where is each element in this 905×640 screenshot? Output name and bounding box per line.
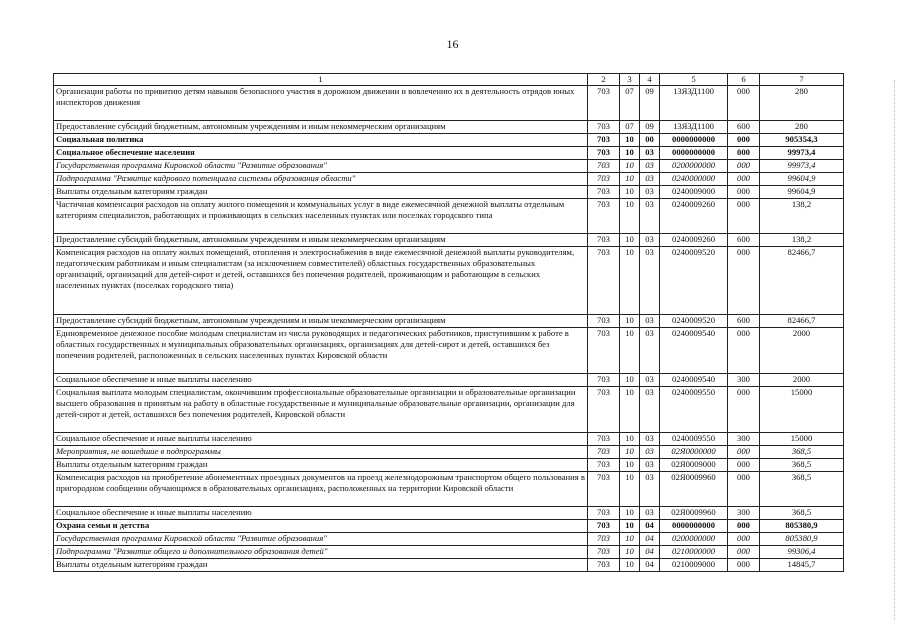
row-target-item-cell: 0240009520 [660,315,728,328]
row-code-cell: 703 [588,533,620,546]
row-expense-type-cell: 000 [728,559,760,572]
row-section-cell: 10 [620,472,640,507]
row-code-cell: 703 [588,559,620,572]
row-section-cell: 10 [620,459,640,472]
row-target-item-cell: 0210000000 [660,546,728,559]
row-target-item-cell: 0240009000 [660,186,728,199]
row-section-cell: 10 [620,315,640,328]
table-row [54,86,844,121]
row-expense-type-cell: 000 [728,86,760,121]
row-section-cell: 10 [620,520,640,533]
row-name-cell: Предоставление субсидий бюджетным, автономным учреждениям и иным некоммерческим организациям [54,315,588,328]
row-target-item-cell: 0240009550 [660,433,728,446]
row-target-item-cell: 0240009540 [660,328,728,374]
row-name-cell: Предоставление субсидий бюджетным, автономным учреждениям и иным некоммерческим организациям [54,121,588,134]
row-subsection-cell: 03 [640,173,660,186]
row-target-item-cell: 0240009520 [660,247,728,315]
row-section-cell: 10 [620,147,640,160]
row-name-cell: Социальная политика [54,134,588,147]
table-row [54,199,844,234]
row-section-cell: 10 [620,160,640,173]
row-amount-cell: 2000 [760,374,844,387]
row-name-cell: Компенсация расходов на приобретение абонементных проездных документов на проезд железнодорожным транспортом общего пользования в пригородном сообщении обучающимся в образовательных организациях, расположенных на территории Кировской области [54,472,588,507]
row-name-cell: Социальное обеспечение и иные выплаты населению [54,433,588,446]
row-target-item-cell: 0210009000 [660,559,728,572]
row-amount-cell: 368,5 [760,507,844,520]
row-section-cell: 10 [620,173,640,186]
row-expense-type-cell: 000 [728,533,760,546]
row-amount-cell: 99973,4 [760,160,844,173]
row-subsection-cell: 09 [640,86,660,121]
row-name-cell: Государственная программа Кировской области "Развитие образования" [54,160,588,173]
row-target-item-cell: 0200000000 [660,160,728,173]
row-code-cell: 703 [588,147,620,160]
row-section-cell: 10 [620,199,640,234]
row-name-cell: Государственная программа Кировской области "Развитие образования" [54,533,588,546]
row-section-cell: 10 [620,387,640,433]
table-row [54,247,844,315]
row-expense-type-cell: 000 [728,199,760,234]
row-code-cell: 703 [588,315,620,328]
row-expense-type-cell: 000 [728,134,760,147]
row-amount-cell: 138,2 [760,199,844,234]
row-section-cell: 10 [620,134,640,147]
table-row [54,374,844,387]
row-amount-cell: 82466,7 [760,247,844,315]
row-name-cell: Предоставление субсидий бюджетным, автономным учреждениям и иным некоммерческим организациям [54,234,588,247]
row-expense-type-cell: 000 [728,160,760,173]
row-code-cell: 703 [588,328,620,374]
table-row [54,387,844,433]
row-name-cell: Организация работы по привитию детям навыков безопасного участия в дорожном движении и вовлечению их в деятельность отрядов юных инспекторов движения [54,86,588,121]
row-subsection-cell: 09 [640,121,660,134]
table-row [54,160,844,173]
row-expense-type-cell: 000 [728,546,760,559]
table-row [54,186,844,199]
row-subsection-cell: 03 [640,247,660,315]
row-target-item-cell: 0240009550 [660,387,728,433]
row-subsection-cell: 03 [640,459,660,472]
table-row [54,433,844,446]
row-section-cell: 10 [620,234,640,247]
table-header-row [54,74,844,86]
row-subsection-cell: 03 [640,387,660,433]
table-row [54,546,844,559]
row-expense-type-cell: 300 [728,433,760,446]
header-cell: 6 [728,74,760,86]
row-subsection-cell: 03 [640,446,660,459]
row-amount-cell: 2000 [760,328,844,374]
row-amount-cell: 905354,3 [760,134,844,147]
row-name-cell: Частичная компенсация расходов на оплату жилого помещения и коммунальных услуг в виде ежемесячной денежной выплаты отдельным категориям специалистов, работающих и проживающих в сельских населенных пунктах или поселках городского типа [54,199,588,234]
table-row [54,134,844,147]
row-name-cell: Единовременное денежное пособие молодым специалистам из числа руководящих и педагогических работников, приступившим к работе в областных государственных и муниципальных образовательных организациях, организациях для детей-сирот и детей, оставшихся без попечения родителей, расположенных в сельских населенных пунктах Кировской области [54,328,588,374]
row-code-cell: 703 [588,247,620,315]
row-subsection-cell: 03 [640,234,660,247]
row-name-cell: Подпрограмма "Развитие общего и дополнительного образования детей" [54,546,588,559]
table-row [54,446,844,459]
table-row [54,520,844,533]
header-cell: 4 [640,74,660,86]
row-section-cell: 10 [620,186,640,199]
row-expense-type-cell: 600 [728,234,760,247]
row-amount-cell: 14845,7 [760,559,844,572]
row-subsection-cell: 03 [640,328,660,374]
row-subsection-cell: 03 [640,507,660,520]
row-target-item-cell: 0200000000 [660,533,728,546]
row-section-cell: 10 [620,446,640,459]
header-cell: 2 [588,74,620,86]
row-expense-type-cell: 300 [728,507,760,520]
row-target-item-cell: 0000000000 [660,520,728,533]
row-section-cell: 10 [620,374,640,387]
row-expense-type-cell: 000 [728,328,760,374]
row-amount-cell: 82466,7 [760,315,844,328]
row-target-item-cell: 02Я0009960 [660,507,728,520]
row-subsection-cell: 00 [640,134,660,147]
row-name-cell: Компенсация расходов на оплату жилых помещений, отопления и электроснабжения в виде ежемесячной денежной выплаты руководителям, педагогическим работникам и иным специалистам (за исключением совместителей) областных государственных образовательных организаций, организаций для детей-сирот и детей, оставшихся без попечения родителей, проживающим и работающим в сельских населенных пунктах (поселках городского типа) [54,247,588,315]
row-amount-cell: 368,5 [760,459,844,472]
row-code-cell: 703 [588,459,620,472]
row-amount-cell: 280 [760,86,844,121]
row-code-cell: 703 [588,374,620,387]
row-code-cell: 703 [588,199,620,234]
row-target-item-cell: 0240000000 [660,173,728,186]
row-name-cell: Мероприятия, не вошедшие в подпрограммы [54,446,588,459]
row-section-cell: 10 [620,328,640,374]
budget-table [53,73,844,572]
row-code-cell: 703 [588,160,620,173]
header-cell: 5 [660,74,728,86]
table-row [54,121,844,134]
row-section-cell: 10 [620,546,640,559]
row-subsection-cell: 03 [640,433,660,446]
row-name-cell: Социальное обеспечение и иные выплаты населению [54,374,588,387]
row-subsection-cell: 03 [640,315,660,328]
table-row [54,533,844,546]
row-expense-type-cell: 300 [728,374,760,387]
row-amount-cell: 15000 [760,387,844,433]
row-amount-cell: 368,5 [760,472,844,507]
row-amount-cell: 805380,9 [760,533,844,546]
row-code-cell: 703 [588,134,620,147]
table-row [54,315,844,328]
row-name-cell: Социальная выплата молодым специалистам, окончившим профессиональные образовательные организации и образовательные организации высшего образования и принятым на работу в областные государственные и муниципальные образовательные организации, организации для детей-сирот и детей, оставшихся без попечения родителей, Кировской области [54,387,588,433]
row-target-item-cell: 0240009260 [660,199,728,234]
row-amount-cell: 99306,4 [760,546,844,559]
row-name-cell: Выплаты отдельным категориям граждан [54,559,588,572]
row-amount-cell: 15000 [760,433,844,446]
row-subsection-cell: 04 [640,559,660,572]
row-subsection-cell: 03 [640,374,660,387]
row-code-cell: 703 [588,520,620,533]
row-target-item-cell: 13ЯЗД1100 [660,121,728,134]
row-section-cell: 10 [620,433,640,446]
row-subsection-cell: 04 [640,546,660,559]
row-amount-cell: 138,2 [760,234,844,247]
row-code-cell: 703 [588,446,620,459]
row-expense-type-cell: 000 [728,147,760,160]
table-row [54,472,844,507]
row-amount-cell: 280 [760,121,844,134]
row-subsection-cell: 04 [640,520,660,533]
header-cell: 7 [760,74,844,86]
table-row [54,559,844,572]
row-expense-type-cell: 000 [728,520,760,533]
row-amount-cell: 99604,9 [760,186,844,199]
table-row [54,234,844,247]
row-target-item-cell: 02Я0009000 [660,459,728,472]
row-target-item-cell: 0240009540 [660,374,728,387]
row-expense-type-cell: 000 [728,472,760,507]
row-subsection-cell: 04 [640,533,660,546]
row-code-cell: 703 [588,186,620,199]
row-code-cell: 703 [588,433,620,446]
row-expense-type-cell: 000 [728,186,760,199]
row-target-item-cell: 0000000000 [660,134,728,147]
row-code-cell: 703 [588,86,620,121]
row-expense-type-cell: 000 [728,247,760,315]
row-target-item-cell: 0240009260 [660,234,728,247]
row-name-cell: Выплаты отдельным категориям граждан [54,459,588,472]
row-subsection-cell: 03 [640,472,660,507]
row-name-cell: Подпрограмма "Развитие кадрового потенциала системы образования области" [54,173,588,186]
row-expense-type-cell: 000 [728,446,760,459]
row-subsection-cell: 03 [640,186,660,199]
table-row [54,328,844,374]
row-expense-type-cell: 600 [728,315,760,328]
header-cell: 1 [54,74,588,86]
page-number: 16 [446,37,459,51]
header-cell: 3 [620,74,640,86]
row-section-cell: 07 [620,121,640,134]
row-name-cell: Выплаты отдельным категориям граждан [54,186,588,199]
row-section-cell: 10 [620,559,640,572]
row-section-cell: 10 [620,533,640,546]
row-name-cell: Социальное обеспечение населения [54,147,588,160]
row-target-item-cell: 02Я0000000 [660,446,728,459]
row-subsection-cell: 03 [640,199,660,234]
row-code-cell: 703 [588,387,620,433]
row-name-cell: Социальное обеспечение и иные выплаты населению [54,507,588,520]
row-code-cell: 703 [588,546,620,559]
row-expense-type-cell: 600 [728,121,760,134]
row-code-cell: 703 [588,121,620,134]
table-row [54,507,844,520]
row-subsection-cell: 03 [640,160,660,173]
row-section-cell: 07 [620,86,640,121]
row-expense-type-cell: 000 [728,459,760,472]
row-target-item-cell: 13ЯЗД1100 [660,86,728,121]
row-code-cell: 703 [588,507,620,520]
row-code-cell: 703 [588,234,620,247]
row-name-cell: Охрана семьи и детства [54,520,588,533]
row-target-item-cell: 0000000000 [660,147,728,160]
row-subsection-cell: 03 [640,147,660,160]
row-amount-cell: 99973,4 [760,147,844,160]
row-code-cell: 703 [588,173,620,186]
scan-edge [892,80,895,620]
row-expense-type-cell: 000 [728,173,760,186]
row-amount-cell: 99604,9 [760,173,844,186]
table-row [54,173,844,186]
row-amount-cell: 805380,9 [760,520,844,533]
row-code-cell: 703 [588,472,620,507]
table-row [54,147,844,160]
table-row [54,459,844,472]
row-target-item-cell: 02Я0009960 [660,472,728,507]
row-expense-type-cell: 000 [728,387,760,433]
row-section-cell: 10 [620,507,640,520]
row-section-cell: 10 [620,247,640,315]
row-amount-cell: 368,5 [760,446,844,459]
